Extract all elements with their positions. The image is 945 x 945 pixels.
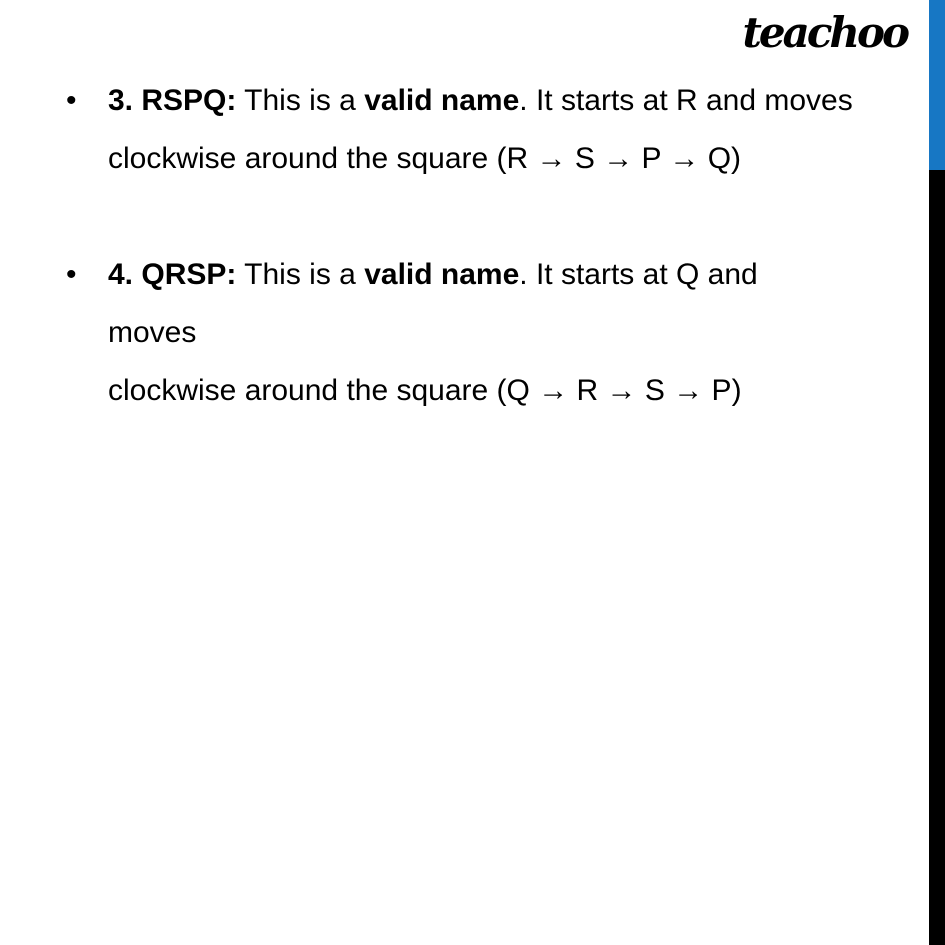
bullet-text-emphasis: valid name <box>364 84 520 117</box>
bullet-text-line2: clockwise around the square (Q → R → S → P) <box>108 374 742 407</box>
bullet-text-mid: . It starts at Q and moves <box>108 258 758 349</box>
teachoo-logo: teachoo <box>742 8 907 57</box>
bullet-item-qrsp <box>64 246 854 420</box>
bullet-list <box>64 72 854 420</box>
bullet-text-line2: clockwise around the square (R → S → P → Q) <box>108 142 742 175</box>
bullet-item-rspq <box>64 72 854 188</box>
bullet-text-emphasis: valid name <box>364 258 520 291</box>
bullet-label: 4. QRSP: <box>108 258 237 291</box>
right-edge-bar <box>929 0 945 945</box>
bullet-label: 3. RSPQ: <box>108 84 237 117</box>
bullet-text-pre: This is a <box>236 84 365 117</box>
right-edge-bar-blue-segment <box>929 0 945 170</box>
bullet-text-mid: . It starts at R and moves <box>519 84 853 117</box>
right-edge-bar-black-segment <box>929 170 945 945</box>
slide-content <box>64 72 854 478</box>
bullet-text-pre: This is a <box>236 258 365 291</box>
